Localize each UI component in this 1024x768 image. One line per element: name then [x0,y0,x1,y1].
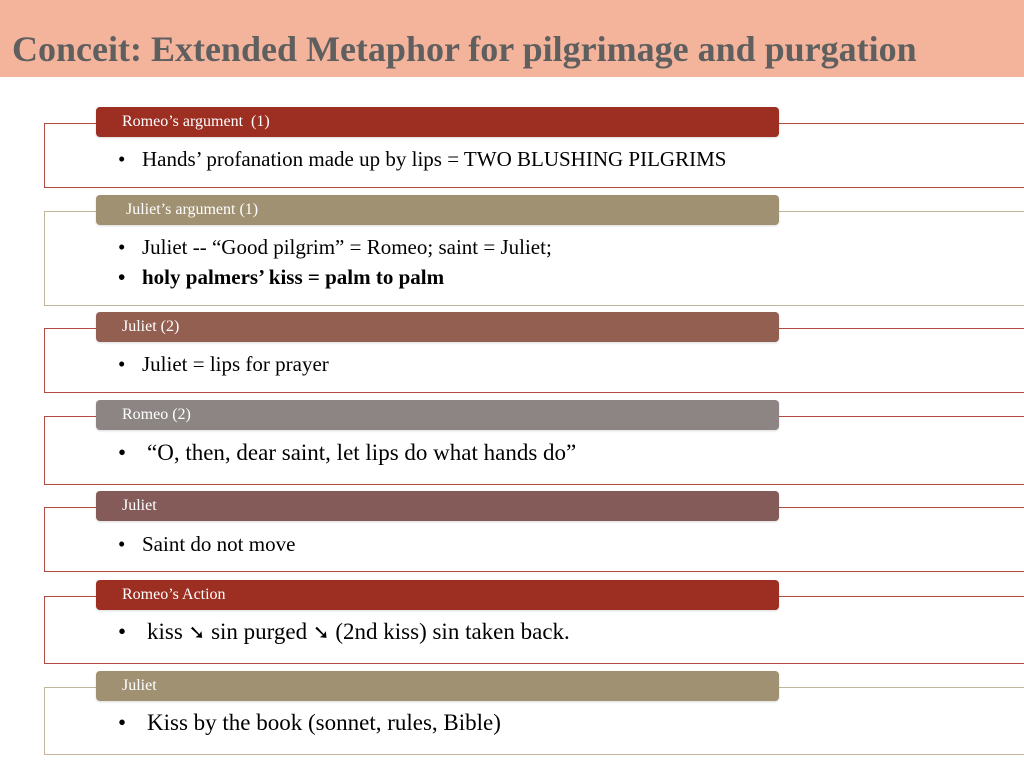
label-romeo-2: Romeo (2) [96,400,779,430]
label-juliet-argument-1: Juliet’s argument (1) [96,195,779,225]
bullet-list-juliet-3 [116,529,295,559]
bullet-item-bold: • holy palmers’ kiss = palm to palm [116,262,552,292]
slide-title: Conceit: Extended Metaphor for pilgrimage and purgation [12,29,917,69]
label-romeo-action: Romeo’s Action [96,580,779,610]
bullet-item [116,617,570,647]
arrow-down-right-icon: ➘ [188,620,206,644]
bullet-list-juliet-2 [116,349,329,379]
bullet-item: • “O, then, dear saint, let lips do what hands do” [116,438,576,468]
title-bar [0,0,1024,77]
bullet-list-juliet-4 [116,708,501,738]
arrow-down-right-icon: ➘ [312,620,330,644]
bullet-text-sin-taken-back: (2nd kiss) sin taken back. [335,619,570,644]
label-romeo-argument-1: Romeo’s argument (1) [96,107,779,137]
bullet-text-sin-purged: sin purged [211,619,308,644]
label-juliet-4: Juliet [96,671,779,701]
bullet-list-juliet-argument-1 [116,232,552,292]
bullet-list-romeo-argument-1 [116,144,726,174]
bullet-item: • Hands’ profanation made up by lips = TWO BLUSHING PILGRIMS [116,144,726,174]
bullet-item: • Saint do not move [116,529,295,559]
bullet-item: • Juliet -- “Good pilgrim” = Romeo; saint = Juliet; [116,232,552,262]
bullet-item: • Kiss by the book (sonnet, rules, Bible) [116,708,501,738]
label-juliet-3: Juliet [96,491,779,521]
bullet-list-romeo-action [116,617,570,647]
bullet-text-kiss: kiss [147,619,183,644]
label-juliet-2: Juliet (2) [96,312,779,342]
bullet-item: • Juliet = lips for prayer [116,349,329,379]
bullet-list-romeo-2 [116,438,576,468]
